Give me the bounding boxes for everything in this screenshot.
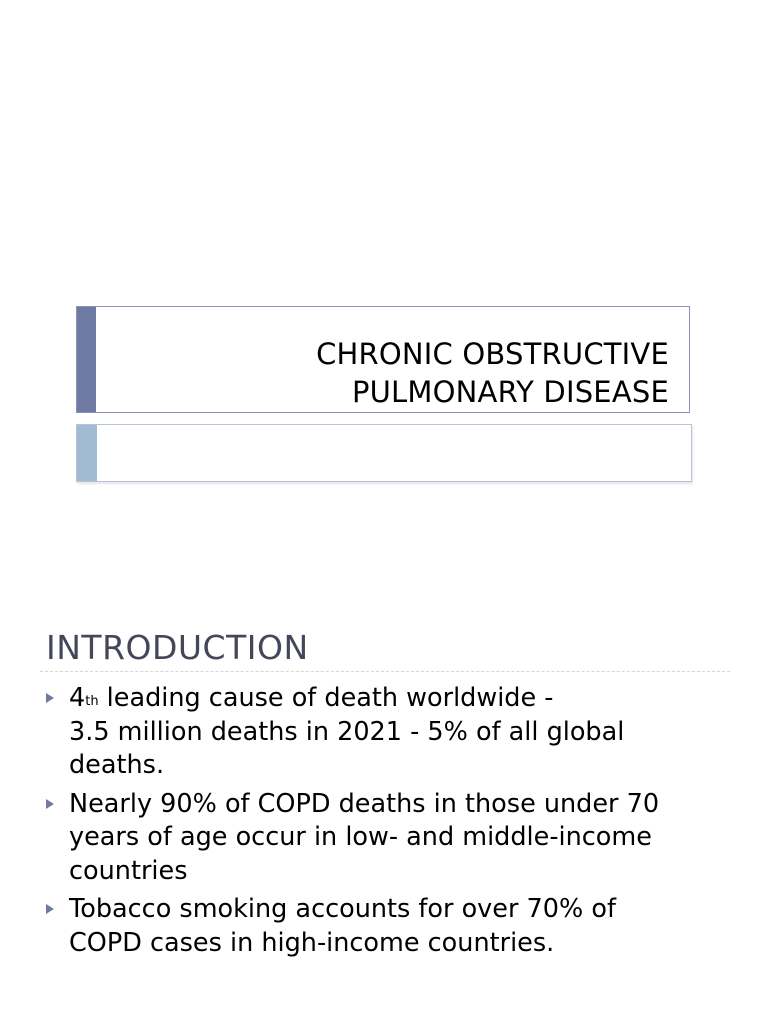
bullet-2-line-2: years of age occur in low- and middle-income: [69, 822, 652, 852]
list-item: [46, 788, 736, 889]
title-placeholder: [76, 306, 690, 413]
bullet-1-line-3: deaths.: [69, 750, 165, 780]
bullet-1-line-2: 3.5 million deaths in 2021 - 5% of all global: [69, 716, 625, 747]
subtitle-placeholder: [76, 424, 692, 482]
bullet-1-number: 4: [69, 683, 86, 713]
bullet-2-line-3: countries: [69, 855, 188, 886]
bullet-2-line-1: Nearly 90% of COPD deaths in those under 70: [69, 788, 660, 819]
bullet-3-line-1: Tobacco smoking accounts for over 70% of: [69, 894, 616, 924]
triangle-right-icon: [46, 799, 54, 809]
bullet-1-line-1-text: leading cause of death worldwide -: [98, 683, 554, 713]
triangle-right-icon: [46, 904, 54, 914]
list-item: [46, 893, 736, 960]
bullet-1-superscript: th: [85, 694, 99, 709]
heading-divider: [40, 671, 730, 672]
slide-title-line-2: PULMONARY DISEASE: [351, 375, 669, 409]
triangle-right-icon: [46, 693, 54, 703]
slide-title-line-1: CHRONIC OBSTRUCTIVE: [316, 337, 669, 371]
list-item: [46, 682, 736, 783]
title-accent-bar: [77, 307, 96, 412]
bullet-3-line-2: COPD cases in high-income countries.: [69, 927, 555, 958]
bullet-1-line-1: [69, 682, 736, 716]
bullet-list: [46, 682, 736, 965]
slide-title: [316, 335, 669, 411]
section-heading: INTRODUCTION: [46, 628, 309, 667]
subtitle-accent-bar: [77, 425, 97, 481]
